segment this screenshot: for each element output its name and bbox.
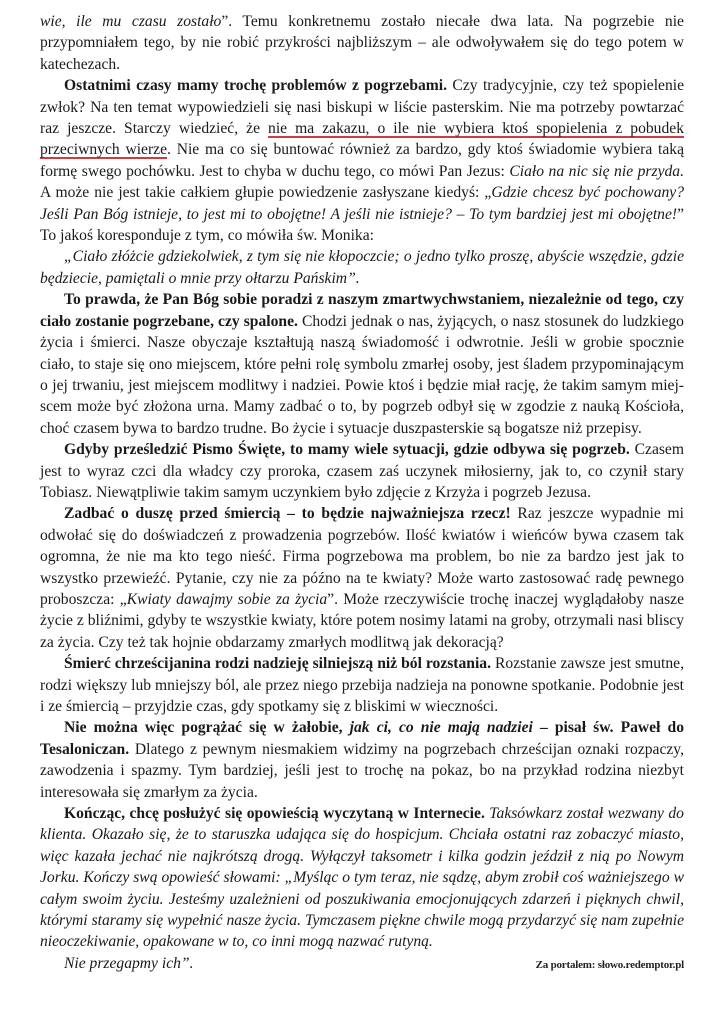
body-text: ”. Może rzeczywiście trochę inaczej wyglądałoby nasze życie z bliźnimi, gdyby te wszystkie kwiaty, które potem nosimy latami na groby, otrzymali nasi bliscy za życia. Czy też tak hojnie obdarzamy zmarłych modlitwą jak dekoracją? [40, 590, 684, 651]
body-text: ”. Temu konkretnemu zostało niecałe dwa lata. Na pogrzebie nie przypomniałem tego, by nie robić przykrości najbliższym – ale odwoływałem się do tego potem w katechezach. [40, 13, 684, 73]
body-text: Raz jeszcze wypadnie mi odwołać się do doświadczeń z prowadzenia pogrzebów. Ilość kwiatów i wieńców bywa czasem tak ogromna, że nie ma kto tego nieść. Firma pogrzebowa ma problem, bo nie za bardzo jest jak to wszystko przewieźć. Pytanie, czy nie za późno na te kwiaty? Może warto zastosować radę pewnego proboszcza: „ [40, 505, 684, 608]
italic-text: wie, ile mu czasu zostało [40, 13, 222, 30]
italic-text: Kwiaty dawajmy sobie za życia [126, 590, 328, 608]
bold-lead-text: Gdyby prześledzić Pismo Święte, to mamy wiele sytuacji, gdzie odbywa się pogrzeb. [64, 441, 630, 459]
paragraph [40, 653, 684, 717]
paragraph [40, 75, 684, 246]
body-text: Chodzi jednak o nas, żyjących, o nasz stosunek do ludzkiego życia i śmierci. Nasze obyczaje kształtują naszą świadomość i odwrotnie. Jeśli w grobie spocznie ciało, to staje się ono miejscem, które pełni rolę symbolu zmarłej osoby, jest śladem przypominającym o jej trwaniu, jest miejscem modlitwy i nadziei. Powie ktoś i będzie miał rację, że takim samym miejscem może być złożona urna. Mamy zadbać o to, by pogrzeb odbył się w zgodzie z nauką Kościoła, choć czasem bywa to bardzo trudne. Bo życie i sytuacje duszpasterskie są bogatsze niż przepisy. [40, 312, 684, 437]
paragraph [40, 289, 684, 439]
body-text: Rozstanie zawsze jest smutne, rodzi większy lub mniejszy ból, ale przez niego przebija nadzieja na ponowne spotkanie. Podobnie jest i ze śmiercią – przyjdzie czas, gdy spotkamy się z bliskimi w wieczności. [40, 655, 684, 715]
italic-text: Taksówkarz został wezwany do klienta. Okazało się, że to staruszka udająca się do hospicjum. Chciała ostatni raz zobaczyć miasto, więc kazała jechać nie najkrótszą drogą. Wyłączył taksometr i kilka godzin jeździł z nią po Nowym Jorku. Kończy swą opowieść słowami: „Myśląc o tym teraz, nie sądzę, abym zrobił coś ważniejszego w całym swoim życiu. Jesteśmy uzależnieni od poszukiwania emocjonujących zdarzeń i pięknych chwil, którymi staramy się wypełnić nasze życia. Tymczasem piękne chwile mogą przydarzyć się nam zupełnie nieoczekiwanie, opakowane w to, co inni mogą nazwać rutyną. [40, 805, 684, 951]
paragraph [40, 803, 684, 953]
closing-text: Nie przegapmy ich”. [64, 954, 194, 972]
body-text: Dlatego z pewnym niesmakiem widzimy na pogrzebach chrześcijan oznaki rozpaczy, zawodzenia i spazmy. Tym bardziej, jeśli jest to trochę na pokaz, bo na przykład rodzina niezbyt interesowała się zmarłym za życia. [40, 740, 684, 801]
body-text: ” To jakoś koresponduje z tym, co mówiła św. Monika: [40, 205, 684, 245]
bold-lead-text: Ostatnimi czasy mamy trochę problemów z pogrzebami. [64, 77, 448, 95]
bold-lead-text: Nie można więc pogrążać się w żałobie, [64, 719, 350, 737]
bold-lead-text: Zadbać o duszę przed śmiercią – to będzie najważniejsza rzecz! [64, 505, 511, 523]
closing-line [40, 953, 684, 976]
article-body [40, 11, 684, 976]
italic-text: Ciało na nic się nie przyda. [509, 162, 684, 180]
paragraph [40, 717, 684, 803]
italic-text: „Ciało złóżcie gdziekolwiek, z tym się nie kłopoczcie; o jedno tylko proszę, abyście wszędzie, gdzie będziecie, pamiętali o mnie przy ołtarzu Pańskim”. [40, 248, 684, 287]
body-text: . Nie ma co się buntować również za bardzo, gdy ktoś świadomie wybiera taką formę swego pochówku. Jest to chyba w duchu tego, co mówi Pan Jezus: [40, 141, 685, 180]
body-text: Czasem jest to wyraz czci dla władcy czy proroka, czasem zaś uczynek miłosierny, jak to, co czynił stary Tobiasz. Niewątpliwie takim samym uczynkiem było zdjęcie z Krzyża i pogrzeb Jezusa. [40, 441, 684, 501]
italic-text: Gdzie chcesz być pochowany? Jeśli Pan Bóg istnieje, to jest mi to obojętne! A jeśli nie istnieje? – To tym bardziej jest mi obojętne! [40, 184, 684, 223]
bold-lead-text: To prawda, że Pan Bóg sobie poradzi z naszym zmartwychwstaniem, niezależnie od tego, czy ciało zostanie pogrzebane, czy spalone. [40, 291, 684, 330]
underlined-text: nie ma zakazu, o ile nie wybiera ktoś spopielenia z pobudek przeciwnych wierze [40, 120, 684, 159]
source-credit: Za portalem: słowo.redemptor.pl [535, 958, 684, 971]
bold-lead-text: Kończąc, chcę posłużyć się opowieścią wyczytaną w Internecie. [64, 805, 485, 823]
paragraph [40, 11, 684, 75]
paragraph [40, 503, 684, 653]
bold-lead-text: Śmierć chrześcijanina rodzi nadzieję silniejszą niż ból rozstania. [64, 655, 491, 673]
bold-lead-text: – pisał św. Paweł do Tesaloniczan. [40, 719, 684, 758]
paragraph [40, 439, 684, 503]
body-text: Czy tradycyjnie, czy też spopielenie zwłok? Na ten temat wypowiedzieli się nasi biskupi w liście pasterskim. Nie ma potrzeby powtarzać raz jeszcze. Starczy wiedzieć, że [40, 77, 684, 138]
body-text: A może nie jest takie całkiem głupie powiedzenie zasłyszane kiedyś: „ [40, 184, 492, 202]
paragraph [40, 246, 684, 289]
bold-lead-text: jak ci, co nie mają nadziei [349, 719, 533, 737]
